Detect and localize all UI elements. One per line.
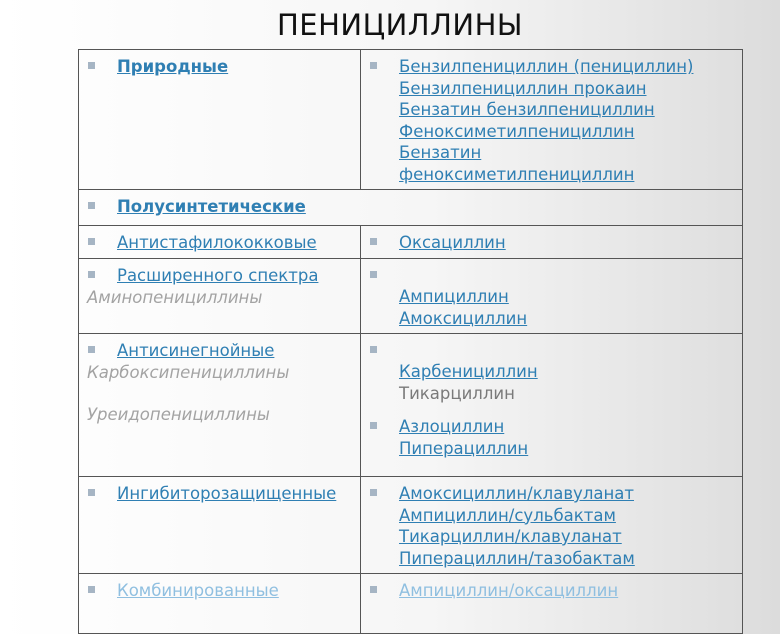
natural-group-cell: [79, 50, 361, 190]
subgroup-label: Карбоксипенициллины: [87, 362, 290, 382]
bullet-icon: [370, 489, 377, 496]
drug-link[interactable]: Феноксиметилпенициллин: [399, 121, 635, 141]
bullet-icon: [370, 271, 377, 278]
natural-drugs-cell: [361, 50, 743, 190]
extended-drugs-cell: [361, 259, 743, 334]
bullet-icon: [88, 586, 95, 593]
antistaph-drug-cell: [361, 226, 743, 259]
bullet-icon: [88, 271, 95, 278]
drug-link[interactable]: Азлоциллин: [399, 417, 505, 436]
semisynthetic-cell: [79, 190, 743, 226]
drug-link[interactable]: Карбенициллин: [399, 362, 538, 381]
drug-link[interactable]: Бензатин: [399, 143, 482, 162]
drug-link[interactable]: Бензилпенициллин (пенициллин): [399, 57, 694, 76]
bullet-icon: [88, 62, 95, 69]
drug-link[interactable]: Пиперациллин/тазобактам: [399, 548, 635, 568]
antipseudo-link[interactable]: Антисинегнойные: [117, 341, 275, 360]
drug-link[interactable]: Амоксициллин/клавуланат: [399, 484, 634, 503]
table-row: [79, 259, 743, 334]
bullet-icon: [88, 489, 95, 496]
table-row: [79, 477, 743, 574]
bullet-icon: [370, 238, 377, 245]
drug-link[interactable]: Ампициллин: [399, 287, 509, 306]
antipseudo-drugs-cell: [361, 334, 743, 477]
penicillin-table: [78, 49, 743, 634]
protected-link[interactable]: Ингибиторозащищенные: [117, 484, 337, 503]
combined-group-cell: [79, 574, 361, 634]
page-title: ПЕНИЦИЛЛИНЫ: [276, 8, 524, 42]
protected-group-cell: [79, 477, 361, 574]
drug-link[interactable]: феноксиметилпенициллин: [399, 164, 635, 184]
subgroup-label: Уреидопенициллины: [87, 405, 270, 424]
antistaph-group-cell: [79, 226, 361, 259]
table-row: [79, 334, 743, 477]
drug-link[interactable]: Бензилпенициллин прокаин: [399, 78, 647, 98]
bullet-icon: [88, 346, 95, 353]
antipseudo-group-cell: [79, 334, 361, 477]
drug-link[interactable]: Амоксициллин: [399, 308, 528, 328]
semisynthetic-link[interactable]: Полусинтетические: [117, 197, 306, 216]
drug-link[interactable]: Пиперациллин: [399, 438, 529, 458]
protected-drugs-cell: [361, 477, 743, 574]
drug-link[interactable]: Тикарциллин/клавуланат: [399, 527, 622, 546]
drug-link[interactable]: Ампициллин/оксациллин: [399, 581, 619, 600]
combined-drug-cell: [361, 574, 743, 634]
table-row: [79, 574, 743, 634]
table-row: [79, 190, 743, 226]
extended-group-cell: [79, 259, 361, 334]
drug-link[interactable]: Ампициллин/сульбактам: [399, 505, 616, 525]
bullet-icon: [88, 202, 95, 209]
table-row: [79, 50, 743, 190]
subgroup-label: Аминопенициллины: [87, 287, 263, 307]
bullet-icon: [370, 346, 377, 353]
natural-link[interactable]: Природные: [117, 57, 229, 76]
extended-link[interactable]: Расширенного спектра: [117, 266, 319, 285]
drug-link[interactable]: Бензатин бензилпенициллин: [399, 100, 655, 119]
bullet-icon: [370, 62, 377, 69]
drug-link[interactable]: Оксациллин: [399, 233, 506, 252]
drug-text: Тикарциллин: [399, 383, 515, 403]
antistaph-link[interactable]: Антистафилококковые: [117, 233, 317, 252]
bullet-icon: [370, 586, 377, 593]
combined-link[interactable]: Комбинированные: [117, 581, 279, 600]
bullet-icon: [370, 422, 377, 429]
bullet-icon: [88, 238, 95, 245]
table-row: [79, 226, 743, 259]
